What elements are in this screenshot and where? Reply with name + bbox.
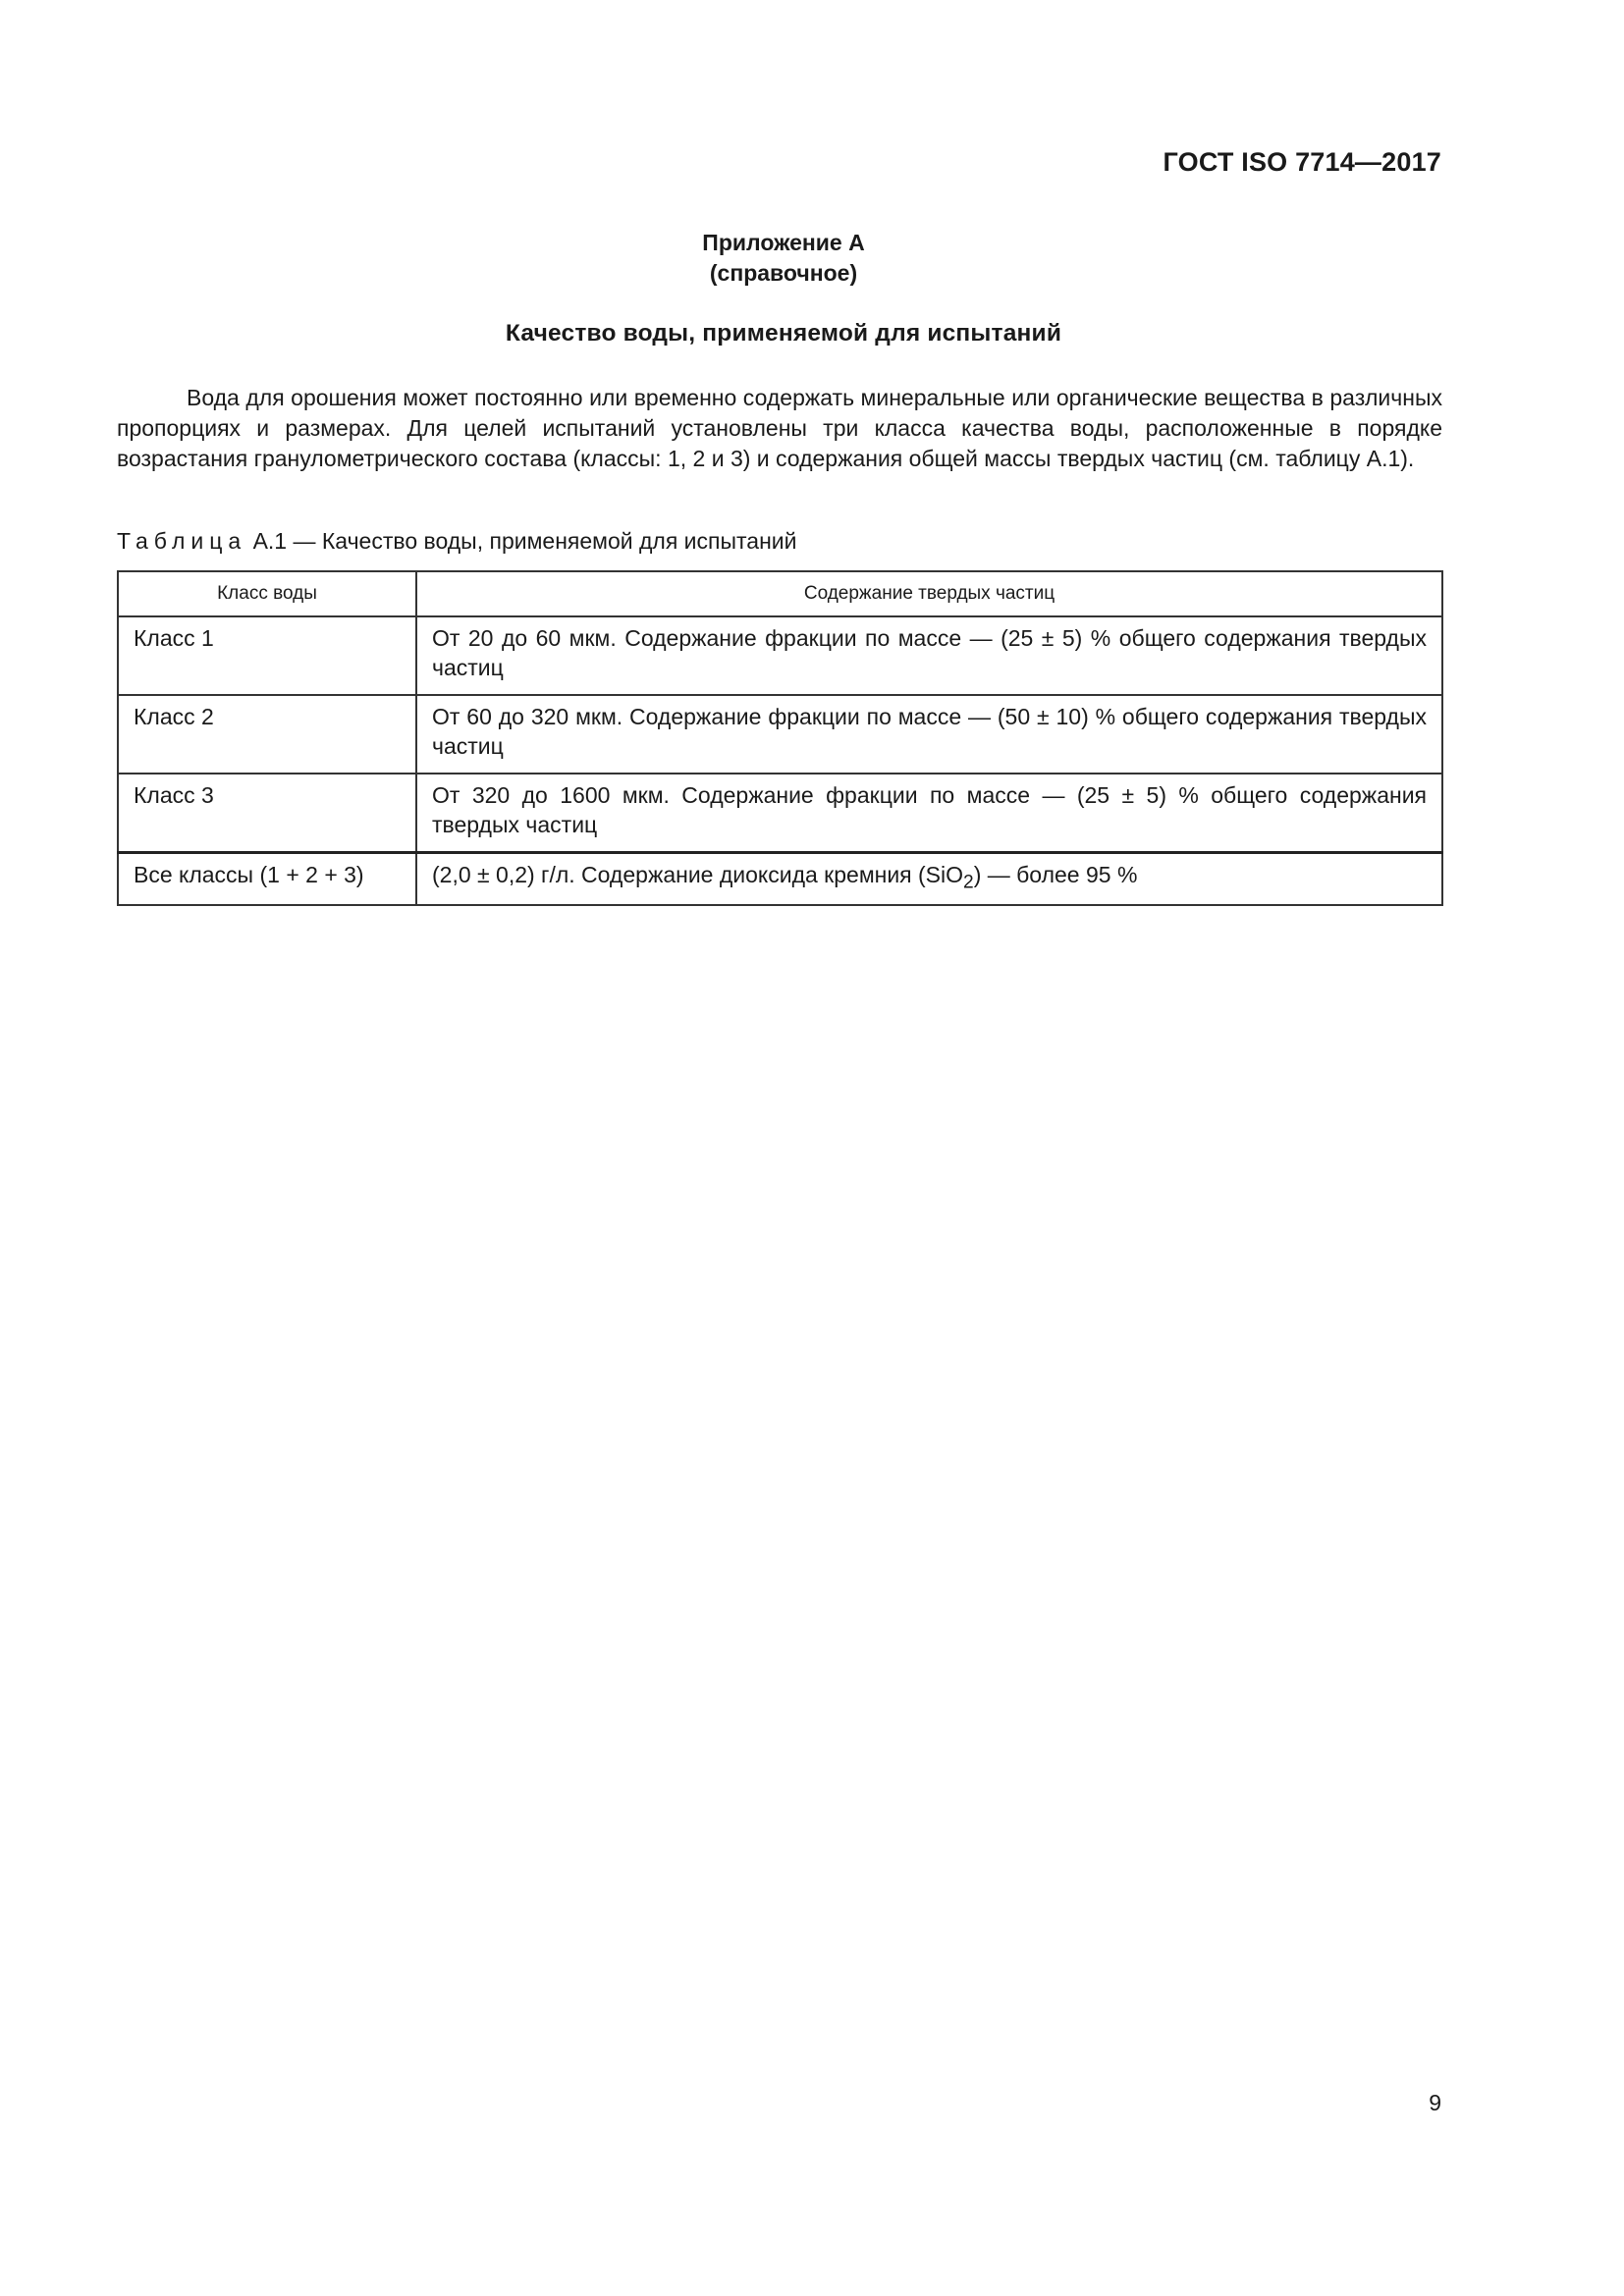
- cell-content: От 20 до 60 мкм. Содержание фракции по массе — (25 ± 5) % общего содержания твердых частиц: [416, 616, 1442, 695]
- header-water-class: Класс воды: [118, 571, 416, 616]
- table-row: [118, 774, 1442, 853]
- header-solid-content: Содержание твердых частиц: [416, 571, 1442, 616]
- annex-subtitle: (справочное): [709, 260, 858, 286]
- annex-heading: [0, 228, 1567, 289]
- total-content-subscript: 2: [963, 872, 974, 893]
- cell-content: От 60 до 320 мкм. Содержание фракции по массе — (50 ± 10) % общего содержания твердых частиц: [416, 695, 1442, 774]
- total-content-after: ) — более 95 %: [973, 862, 1138, 887]
- table-caption: [117, 528, 796, 555]
- table-caption-label: Таблица: [117, 528, 247, 554]
- table-header-row: [118, 571, 1442, 616]
- page-number: 9: [1429, 2090, 1441, 2115]
- cell-class: Класс 1: [118, 616, 416, 695]
- cell-content: От 320 до 1600 мкм. Содержание фракции по массе — (25 ± 5) % общего содержания твердых частиц: [416, 774, 1442, 853]
- table-row: [118, 695, 1442, 774]
- annex-title: Приложение А: [702, 230, 865, 255]
- document-code: ГОСТ ISO 7714—2017: [1163, 147, 1441, 177]
- body-paragraph: Вода для орошения может постоянно или временно содержать минеральные или органические вещества в различных пропорциях и размерах. Для целей испытаний установлены три класса качества воды, расположенные в порядке возрастания гранулометрического состава (классы: 1, 2 и 3) и содержания общей массы твердых частиц (см. таблицу А.1).: [117, 385, 1442, 471]
- cell-content: [416, 853, 1442, 905]
- water-quality-table: [117, 570, 1443, 906]
- cell-class: Класс 2: [118, 695, 416, 774]
- table-row: [118, 616, 1442, 695]
- section-title: Качество воды, применяемой для испытаний: [505, 320, 1062, 347]
- cell-class: Класс 3: [118, 774, 416, 853]
- table-caption-text: А.1 — Качество воды, применяемой для испытаний: [252, 528, 797, 554]
- total-content-before: (2,0 ± 0,2) г/л. Содержание диоксида кремния (SiO: [432, 862, 964, 887]
- cell-class: Все классы (1 + 2 + 3): [118, 853, 416, 905]
- table-total-row: [118, 853, 1442, 905]
